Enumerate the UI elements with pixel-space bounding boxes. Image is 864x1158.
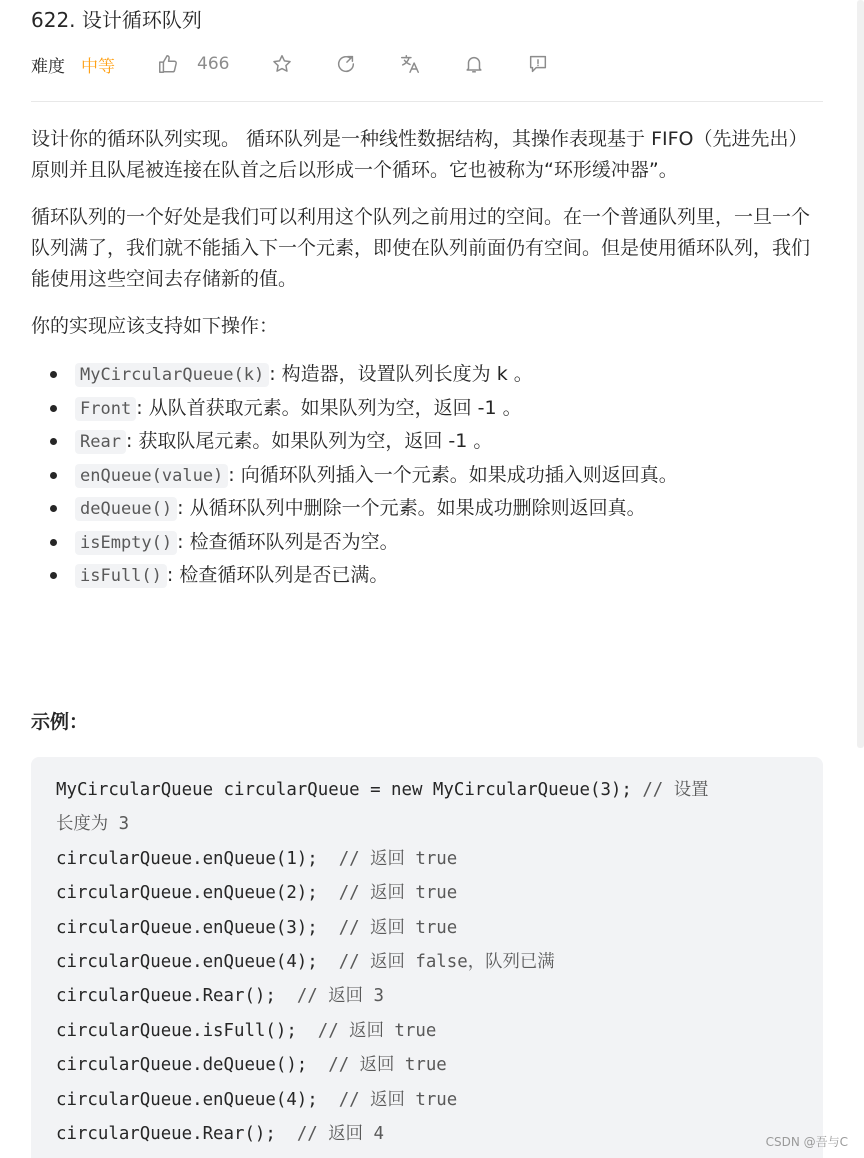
bell-icon <box>463 53 485 75</box>
code-line <box>56 807 801 841</box>
operation-code: enQueue(value) <box>75 464 228 488</box>
like-button[interactable] <box>157 48 179 80</box>
translate-icon <box>399 53 421 75</box>
code-text: circularQueue.enQueue(2); <box>56 883 339 904</box>
operation-desc: : 构造器，设置队列长度为 k 。 <box>269 363 533 385</box>
star-icon <box>271 53 293 75</box>
translate-button[interactable] <box>399 48 421 80</box>
watermark: CSDN @吾与C <box>765 1135 848 1149</box>
code-text: circularQueue.enQueue(4); <box>56 952 339 973</box>
list-item <box>75 559 823 593</box>
example-code-block <box>31 757 823 1158</box>
difficulty-label: 难度 <box>31 56 65 77</box>
problem-meta-bar <box>31 48 549 80</box>
code-line <box>56 1048 801 1082</box>
code-text: circularQueue.enQueue(4); <box>56 1089 339 1110</box>
code-comment: // 返回 true <box>338 917 458 938</box>
code-comment: // 返回 false，队列已满 <box>338 952 555 973</box>
feedback-icon <box>527 53 549 75</box>
code-line <box>56 1117 801 1151</box>
operation-desc: : 从队首获取元素。如果队列为空，返回 -1 。 <box>136 396 522 419</box>
code-comment: // 返回 true <box>317 1020 437 1041</box>
like-count: 466 <box>197 54 230 74</box>
code-text: MyCircularQueue circularQueue = new MyCircularQueue(3); <box>56 780 643 800</box>
list-item <box>75 425 823 459</box>
code-text: circularQueue.Rear(); <box>56 1124 297 1145</box>
scrollbar[interactable] <box>857 0 864 748</box>
code-line <box>56 773 801 807</box>
description-paragraph-1: 设计你的循环队列实现。 循环队列是一种线性数据结构，其操作表现基于 FIFO（先进先出）原则并且队尾被连接在队首之后以形成一个循环。它也被称为“环形缓冲器”。 <box>31 128 808 181</box>
operation-code: MyCircularQueue(k) <box>75 363 269 387</box>
difficulty-value: 中等 <box>81 56 115 77</box>
code-text: circularQueue.enQueue(3); <box>56 917 339 938</box>
operation-code: deQueue() <box>75 497 177 521</box>
code-line <box>56 1083 801 1117</box>
code-line <box>56 945 801 979</box>
header-divider <box>31 101 823 102</box>
operation-desc: : 检查循环队列是否为空。 <box>177 530 399 553</box>
code-text: circularQueue.deQueue(); <box>56 1055 329 1076</box>
code-comment: // 返回 true <box>338 1089 458 1110</box>
code-comment: // 返回 true <box>328 1055 447 1076</box>
code-comment: // 返回 true <box>338 848 458 869</box>
code-comment: 长度为 3 <box>56 814 130 835</box>
code-comment: // 设置 <box>642 780 709 800</box>
problem-title: 622. 设计循环队列 <box>31 8 202 32</box>
code-text: circularQueue.Rear(); <box>56 986 297 1007</box>
notification-button[interactable] <box>463 48 485 80</box>
list-item <box>75 358 823 392</box>
operation-code: isEmpty() <box>75 531 177 555</box>
example-heading: 示例： <box>31 711 89 733</box>
list-item <box>75 526 823 560</box>
code-line <box>56 1014 801 1048</box>
problem-description <box>31 124 823 593</box>
code-text: circularQueue.isFull(); <box>56 1020 318 1041</box>
operation-code: Front <box>75 397 136 421</box>
code-comment: // 返回 true <box>338 883 458 904</box>
operation-desc: : 从循环队列中删除一个元素。如果成功删除则返回真。 <box>177 497 646 519</box>
code-comment: // 返回 3 <box>296 986 384 1007</box>
list-item <box>75 392 823 426</box>
code-line <box>56 911 801 945</box>
feedback-button[interactable] <box>527 48 549 80</box>
operation-desc: : 获取队尾元素。如果队列为空，返回 -1 。 <box>125 430 493 452</box>
description-paragraph-2: 循环队列的一个好处是我们可以利用这个队列之前用过的空间。在一个普通队列里，一旦一个队列满了，我们就不能插入下一个元素，即使在队列前面仍有空间。但是使用循环队列，我们能使用这些空间去存储新的值。 <box>31 206 811 290</box>
code-text: circularQueue.enQueue(1); <box>56 848 339 869</box>
thumbs-up-icon <box>157 53 179 75</box>
code-line <box>56 979 801 1013</box>
code-comment: // 返回 4 <box>296 1124 384 1145</box>
operation-code: isFull() <box>75 564 167 588</box>
share-button[interactable] <box>335 48 357 80</box>
operations-list <box>31 358 823 593</box>
operation-desc: : 向循环队列插入一个元素。如果成功插入则返回真。 <box>228 463 678 486</box>
code-line <box>56 842 801 876</box>
description-paragraph-3: 你的实现应该支持如下操作： <box>31 315 279 337</box>
list-item <box>75 459 823 493</box>
operation-code: Rear <box>75 430 126 454</box>
favorite-button[interactable] <box>271 48 293 80</box>
list-item <box>75 492 823 526</box>
share-icon <box>335 53 357 75</box>
code-line <box>56 876 801 910</box>
operation-desc: : 检查循环队列是否已满。 <box>166 564 389 586</box>
